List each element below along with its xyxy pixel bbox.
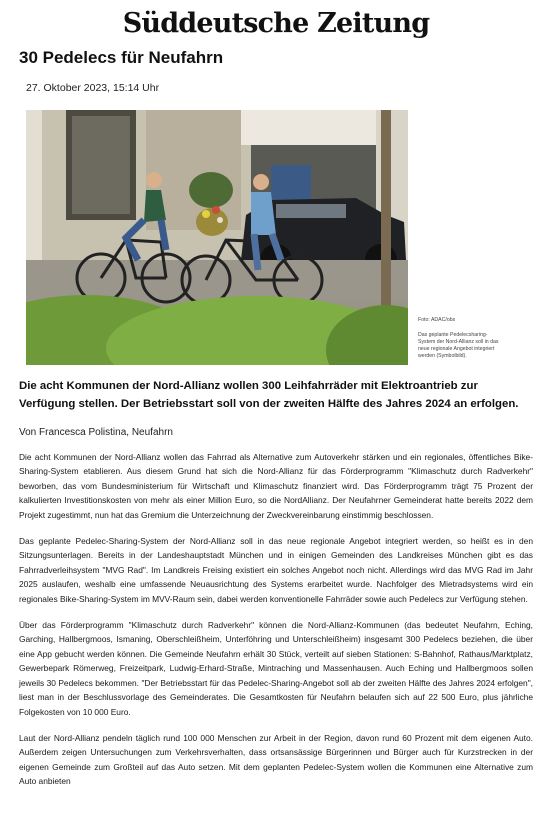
photo-caption — [418, 317, 500, 360]
photo-caption-text: Das geplante Pedelecsharing-System der Nord-Allianz soll in das neue regionale Angebot integriert werden (Symbolbild). — [418, 332, 499, 360]
article-paragraph: Über das Förderprogramm "Klimaschutz durch Radverkehr" können die Nord-Allianz-Kommunen (das bedeutet Neufahrn, Eching, Garching, Hallbergmoos, Ismaning, Oberschleißheim, Unterföhring und Unterschleißheim) insgesamt 300 Pedelecs beziehen, die über eine App gebucht werden können. Die Gemeinde Neufahrn erhält 30 Stück, verteilt auf sieben Stationen: S-Bahnhof, Rathaus/Marktplatz, Gewerbepark Römerweg, Freizeitpark, Ludwig-Erhard-Straße, Mintraching und Massenhausen. Auch Eching und Hallbergmoos sollen jeweils 30 Pedelecs bekommen. "Der Betriebsstart für das Pedelec-Sharing-Angebot soll ab der zweiten Hälfte des Jahres 2024 erfolgen", liest man in der Beschlussvorlage des Gemeinderates. Die Gesamtkosten für Neufahrn belaufen sich auf 22 500 Euro, plus jährliche Folgekosten von 10 000 Euro. — [19, 620, 533, 717]
article-paragraph: Laut der Nord-Allianz pendeln täglich rund 100 000 Menschen zur Arbeit in der Region, davon rund 60 Prozent mit dem eigenen Auto. Außerdem zeigen Untersuchungen zum Verkehrsverhalten, dass ortsansässige Bürgerinnen und Bürger auch für Kurzstrecken in der eigenen Gemeinde zum Großteil auf das Auto setzen. Mit dem geplanten Pedelec-System wollen die Kommunen eine Alternative zum Auto anbieten — [19, 732, 533, 787]
photo-credit: Foto: ADAC/obs — [418, 317, 456, 323]
article-paragraph: Das geplante Pedelec-Sharing-System der Nord-Allianz soll in das neue regionale Angebot integriert werden, so heißt es in den Sitzungsunterlagen. Bereits in der Landeshauptstadt München und in einigen Gemeinden des Landkreises München gibt es das Fahrradverleihsystem "MVG Rad". Im Landkreis Freising existiert ein solches Angebot noch nicht. Allerdings wird das MVG Rad im Jahr 2025 auslaufen, weshalb eine umfassende Neuausrichtung des Systems erarbeitet wurde. Nachfolger des Mietradsystems wird ein regionales Bike-Sharing-System im MVV-Raum sein, dabei werden konventionelle Fahrräder sowie auch Pedelecs zur Verfügung stehen. — [19, 536, 533, 604]
article-lead: Die acht Kommunen der Nord-Allianz wollen 300 Leihfahrräder mit Elektroantrieb zur Verfügung stellen. Der Betriebsstart soll von der zweiten Hälfte des Jahres 2024 an erfolgen. — [19, 380, 519, 410]
article-body — [19, 450, 533, 801]
newspaper-masthead: Süddeutsche Zeitung — [122, 8, 430, 39]
article-byline: Von Francesca Polistina, Neufahrn — [19, 427, 173, 438]
article-photo — [26, 110, 408, 365]
article-date: 27. Oktober 2023, 15:14 Uhr — [26, 82, 160, 94]
article-paragraph: Die acht Kommunen der Nord-Allianz wollen das Fahrrad als Alternative zum Autoverkehr stärken und ein regionales, öffentliches Bike-Sharing-System etablieren. Aus diesem Grund hat sich die Nord-Allianz für das Förderprogramm "Klimaschutz durch Radverkehr" beworben, das vom Bundesministerium für Wirtschaft und Klimaschutz finanziert wird. Das Förderprogramm trägt 75 Prozent der kalkulierten Investitionskosten von mehr als einer Million Euro, so die NordAllianz. Der Neufahrner Gemeinderat hatte bereits 2022 dem Projekt zugestimmt, nun hat das Gremium die Unterzeichnung der Zweckvereinbarung einstimmig beschlossen. — [19, 452, 533, 520]
photo-cyclists-illustration — [26, 110, 408, 365]
article-title: 30 Pedelecs für Neufahrn — [19, 48, 224, 67]
